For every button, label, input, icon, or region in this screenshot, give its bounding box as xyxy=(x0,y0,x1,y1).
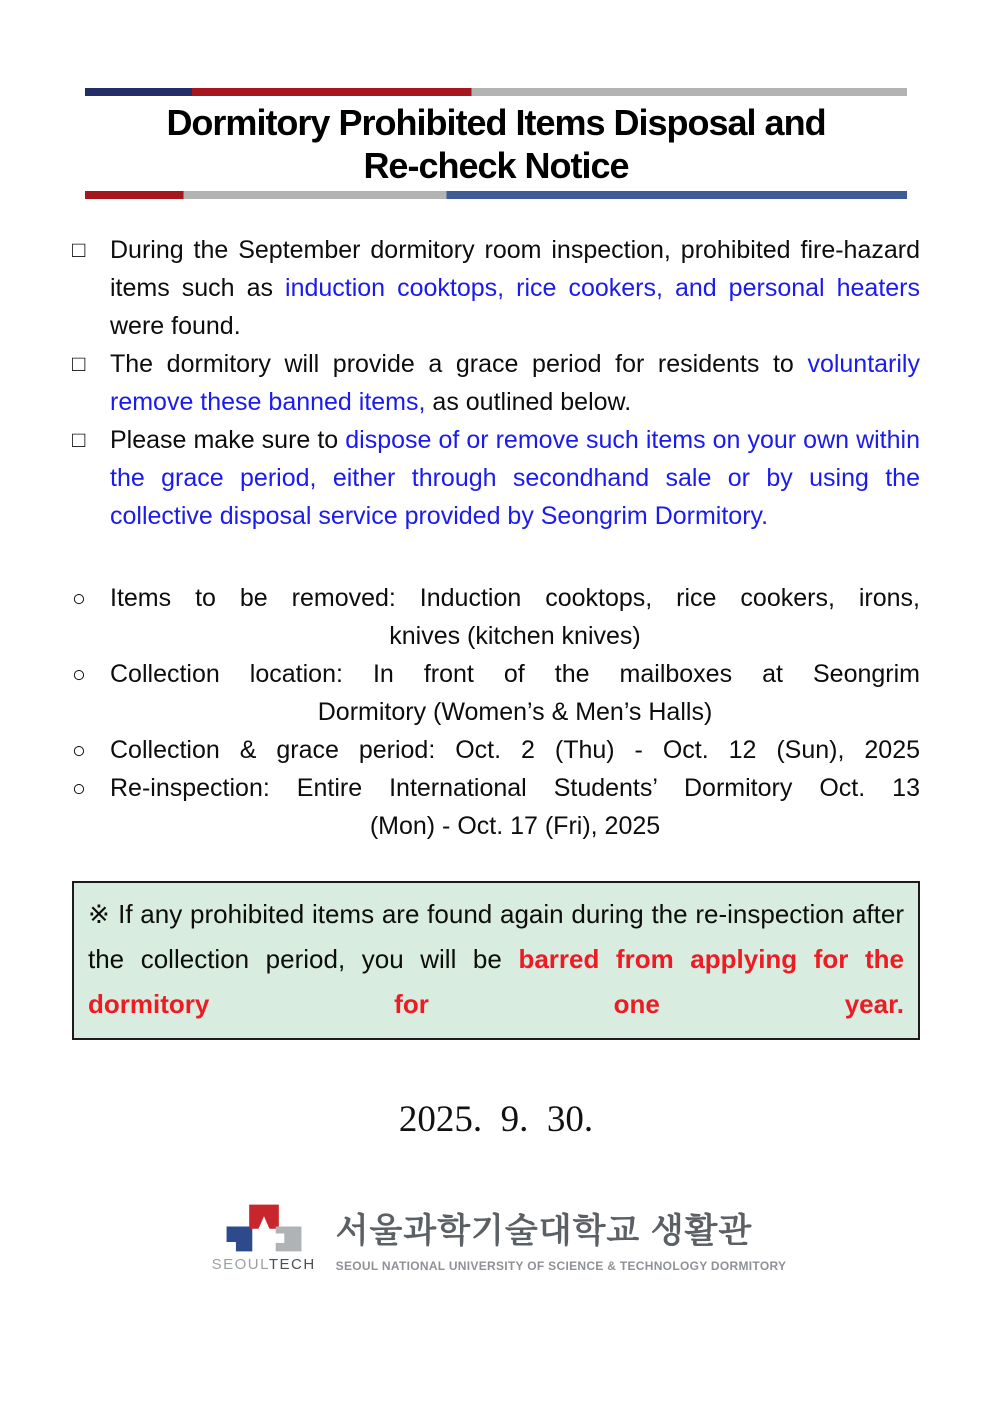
dormitory-english-name: SEOUL NATIONAL UNIVERSITY OF SCIENCE & TECHNOLOGY DORMITORY xyxy=(335,1259,787,1273)
list-item xyxy=(72,731,920,769)
square-bullet-icon: □ xyxy=(72,237,86,262)
dormitory-korean-name: 서울과학기술대학교 생활관 xyxy=(335,1212,753,1250)
detail-line-continued: (Mon) - Oct. 17 (Fri), 2025 xyxy=(369,812,661,840)
square-bullet-icon: □ xyxy=(72,351,86,376)
circle-bullet-icon: ○ xyxy=(72,661,86,687)
logo-wordmark xyxy=(212,1256,316,1273)
details-section xyxy=(72,579,920,845)
list-item xyxy=(72,579,920,655)
page-title-line2: Re-check Notice xyxy=(363,145,629,186)
circle-bullet-icon: ○ xyxy=(72,585,86,611)
detail-line-continued: Dormitory (Women’s & Men’s Halls) xyxy=(317,698,713,726)
logo-wordmark-tech: TECH xyxy=(268,1256,316,1273)
paragraph-text: During the September dormitory room inspection, prohibited fire-hazard items such as induction cooktops, rice cookers, and personal heaters were found. xyxy=(110,236,920,340)
list-item xyxy=(72,769,920,845)
page-title xyxy=(72,101,920,187)
detail-line: Items to be removed: Induction cooktops, rice cookers, irons, xyxy=(110,584,920,612)
paragraph-text: Please make sure to dispose of or remove such items on your own within the grace period, either through secondhand sale or by using the collective disposal service provided by Seongrim Dormitory. xyxy=(110,426,920,530)
detail-line-continued: knives (kitchen knives) xyxy=(389,622,641,650)
header-rule-bottom xyxy=(85,191,907,199)
list-item xyxy=(72,655,920,731)
detail-line: Collection location: In front of the mailboxes at Seongrim xyxy=(110,660,920,688)
paragraph-text: The dormitory will provide a grace period for residents to voluntarily remove these banned items, as outlined below. xyxy=(110,350,920,416)
warning-box: ※ If any prohibited items are found again during the re-inspection after the collection period, you will be barred from applying for the dormitory for one year. xyxy=(72,881,920,1040)
document-date: 2025. 9. 30. xyxy=(398,1099,594,1140)
list-item xyxy=(72,345,920,421)
circle-bullet-icon: ○ xyxy=(72,737,86,763)
list-item xyxy=(72,421,920,535)
header-rule-top xyxy=(85,88,907,96)
page-title-line1: Dormitory Prohibited Items Disposal and xyxy=(166,102,826,143)
intro-section xyxy=(72,231,920,535)
seoultech-mark-icon xyxy=(225,1203,303,1253)
seoultech-logo xyxy=(72,1203,920,1273)
list-item xyxy=(72,231,920,345)
logo-wordmark-seoul: SEOUL xyxy=(211,1256,269,1273)
circle-bullet-icon: ○ xyxy=(72,775,86,801)
detail-line: Re-inspection: Entire International Students’ Dormitory Oct. 13 xyxy=(110,774,920,802)
detail-line: Collection & grace period: Oct. 2 (Thu) - Oct. 12 (Sun), 2025 xyxy=(110,736,920,764)
square-bullet-icon: □ xyxy=(72,427,86,452)
